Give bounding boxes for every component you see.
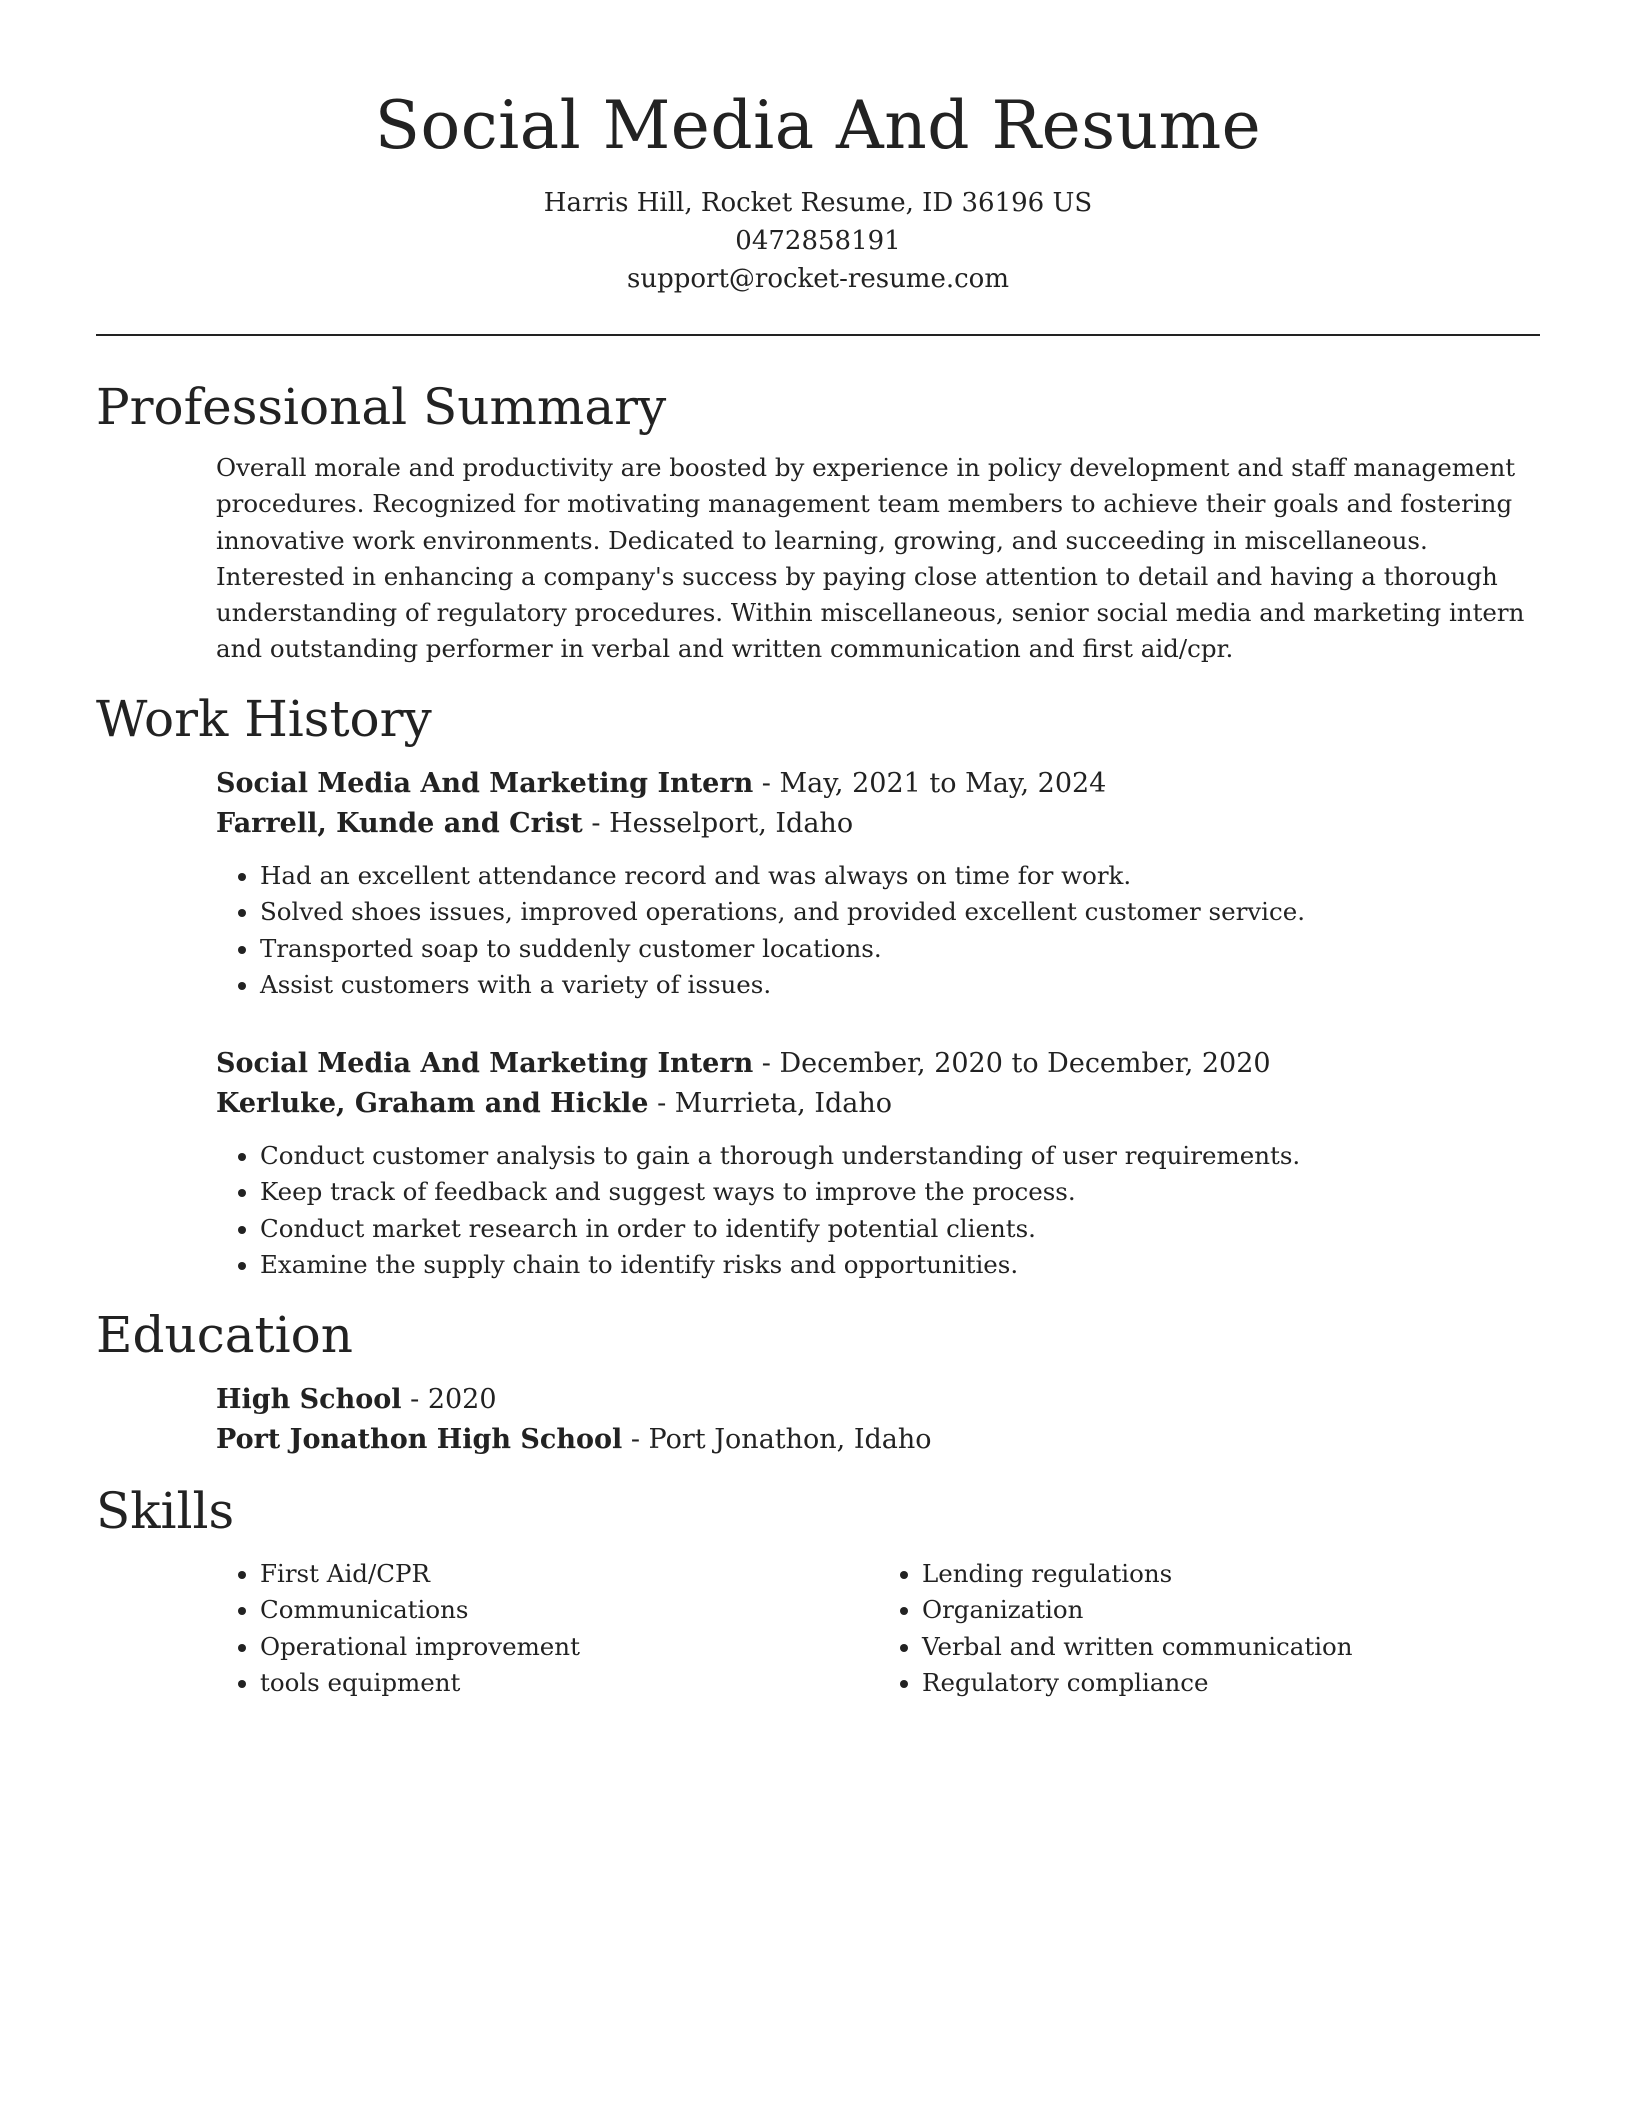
professional-summary-section bbox=[96, 376, 1540, 668]
list-item: • Verbal and written communication bbox=[922, 1629, 1540, 1666]
skills-columns bbox=[216, 1556, 1540, 1702]
school-name: Port Jonathon High School bbox=[216, 1423, 623, 1455]
list-item: • Examine the supply chain to identify risks and opportunities. bbox=[260, 1247, 1540, 1284]
summary-text: Overall morale and productivity are boosted by experience in policy development and staff management procedures. Recognized for motivating management team members to achieve their goals and fostering innovative work environments. Dedicated to learning, growing, and succeeding in miscellaneous. Interested in enhancing a company's success by paying close attention to detail and having a thorough understanding of regulatory procedures. Within miscellaneous, senior social media and marketing intern and outstanding performer in verbal and written communication and first aid/cpr. bbox=[216, 453, 1525, 664]
job-title: Social Media And Marketing Intern bbox=[216, 767, 754, 799]
list-item: • Lending regulations bbox=[922, 1556, 1540, 1593]
degree-line bbox=[216, 1380, 1540, 1420]
skills-list-left bbox=[216, 1556, 878, 1702]
school-location: - Port Jonathon, Idaho bbox=[622, 1423, 932, 1455]
skills-section bbox=[96, 1480, 1540, 1702]
list-item: • Transported soap to suddenly customer locations. bbox=[260, 931, 1540, 968]
company-location: - Hesselport, Idaho bbox=[582, 807, 854, 839]
contact-info bbox=[96, 184, 1540, 298]
skills-list-right bbox=[878, 1556, 1540, 1702]
phone-line: 0472858191 bbox=[735, 226, 901, 256]
job-company-line bbox=[216, 804, 1540, 844]
list-item: • Conduct customer analysis to gain a thorough understanding of user requirements. bbox=[260, 1138, 1540, 1175]
company-name: Kerluke, Graham and Hickle bbox=[216, 1087, 649, 1119]
job-entry bbox=[216, 764, 1540, 1004]
job-title: Social Media And Marketing Intern bbox=[216, 1047, 754, 1079]
list-item: • Regulatory compliance bbox=[922, 1665, 1540, 1702]
job-title-line bbox=[216, 764, 1540, 804]
job-entry bbox=[216, 1044, 1540, 1284]
degree: High School bbox=[216, 1383, 402, 1415]
list-item: • First Aid/CPR bbox=[260, 1556, 878, 1593]
company-name: Farrell, Kunde and Crist bbox=[216, 807, 583, 839]
email-line: support@rocket-resume.com bbox=[626, 264, 1009, 294]
list-item: • Keep track of feedback and suggest ways to improve the process. bbox=[260, 1174, 1540, 1211]
education-entry bbox=[216, 1380, 1540, 1460]
resume-header bbox=[96, 0, 1540, 336]
list-item: • Organization bbox=[922, 1592, 1540, 1629]
job-dates: - May, 2021 to May, 2024 bbox=[753, 767, 1107, 799]
job-company-line bbox=[216, 1084, 1540, 1124]
resume-page bbox=[96, 0, 1540, 1702]
section-heading: Skills bbox=[96, 1481, 235, 1540]
job-title-line bbox=[216, 1044, 1540, 1084]
job-dates: - December, 2020 to December, 2020 bbox=[753, 1047, 1271, 1079]
job-bullets bbox=[216, 858, 1540, 1004]
company-location: - Murrieta, Idaho bbox=[648, 1087, 893, 1119]
address-line: Harris Hill, Rocket Resume, ID 36196 US bbox=[543, 188, 1093, 218]
graduation-year: - 2020 bbox=[401, 1383, 497, 1415]
list-item: • Solved shoes issues, improved operations, and provided excellent customer service. bbox=[260, 894, 1540, 931]
education-section bbox=[96, 1304, 1540, 1460]
school-line bbox=[216, 1420, 1540, 1460]
list-item: • Had an excellent attendance record and was always on time for work. bbox=[260, 858, 1540, 895]
job-bullets bbox=[216, 1138, 1540, 1284]
section-heading: Professional Summary bbox=[96, 378, 667, 436]
list-item: • Operational improvement bbox=[260, 1629, 878, 1666]
section-heading: Work History bbox=[96, 689, 432, 748]
list-item: • Communications bbox=[260, 1592, 878, 1629]
section-heading: Education bbox=[96, 1305, 353, 1364]
resume-name: Social Media And Resume bbox=[374, 87, 1262, 164]
list-item: • Assist customers with a variety of issues. bbox=[260, 967, 1540, 1004]
work-history-section bbox=[96, 688, 1540, 1284]
list-item: • tools equipment bbox=[260, 1665, 878, 1702]
list-item: • Conduct market research in order to identify potential clients. bbox=[260, 1211, 1540, 1248]
header-divider bbox=[96, 334, 1540, 336]
